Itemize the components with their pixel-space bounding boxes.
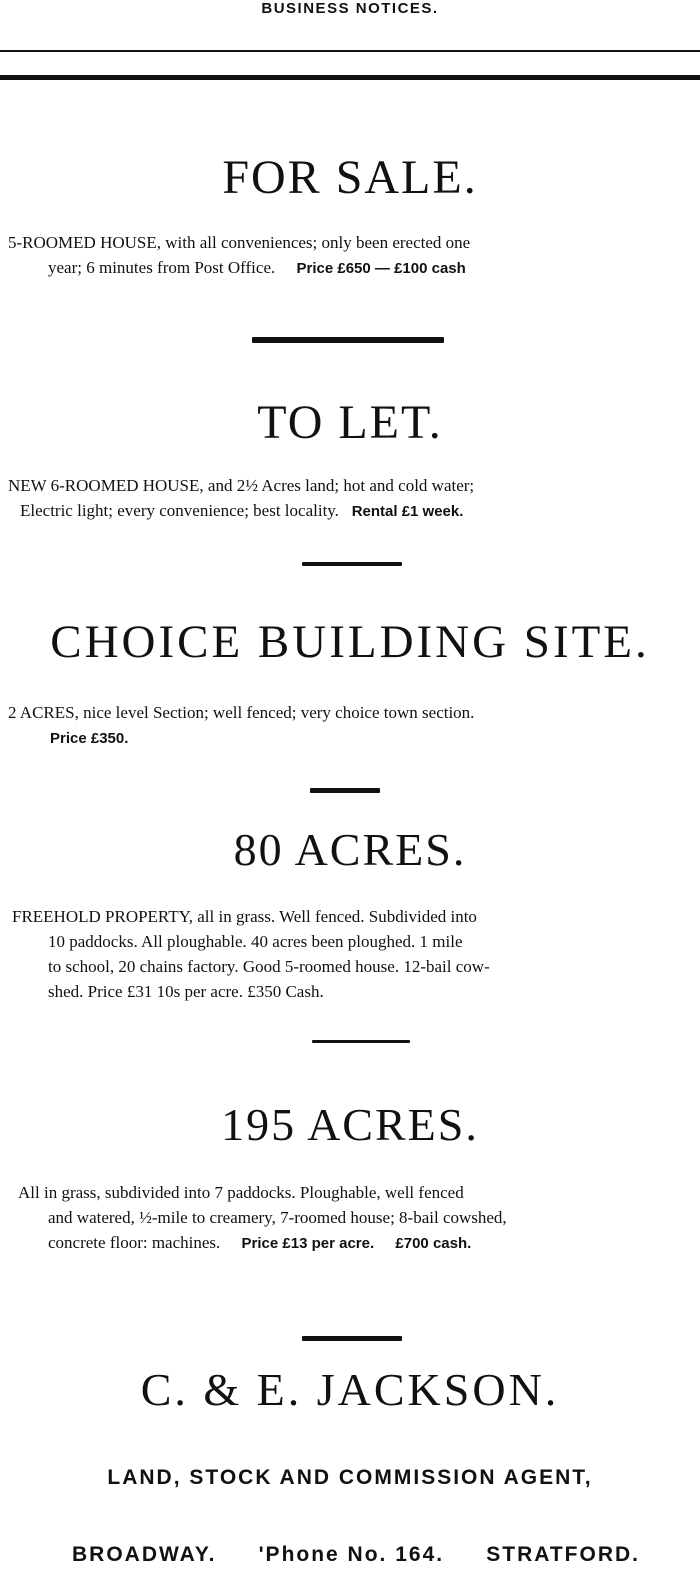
one-ninety-five-acres-line-3: concrete floor: machines. [48,1233,221,1252]
for-sale-body [8,230,692,281]
one-ninety-five-acres-body [8,1180,692,1256]
for-sale-price: Price £650 — £100 cash [296,260,466,277]
to-let-price: Rental £1 week. [351,503,464,520]
to-let-title: TO LET. [257,396,443,449]
eighty-acres-body [8,904,692,1004]
section-divider [310,788,380,793]
agent-occupation: LAND, STOCK AND COMMISSION AGENT, [107,1466,593,1489]
eighty-acres-title: 80 ACRES. [233,824,467,875]
eighty-acres-line-3: to school, 20 chains factory. Good 5-roomed house. 12-bail cow- [48,957,490,976]
building-site-title: CHOICE BUILDING SITE. [50,616,650,668]
for-sale-title: FOR SALE. [222,151,478,204]
address-left: BROADWAY. [72,1543,217,1566]
page-header: BUSINESS NOTICES. [261,0,439,17]
to-let-line-1: NEW 6-ROOMED HOUSE, and 2½ Acres land; hot and cold water; [8,476,475,495]
for-sale-line-2-row [8,255,692,281]
to-let-line-2: Electric light; every convenience; best locality. [20,501,339,520]
header-rule-thick [0,75,700,80]
for-sale-line-1: 5-ROOMED HOUSE, with all conveniences; only been erected one [8,233,471,252]
one-ninety-five-acres-line-3-row [8,1230,692,1256]
eighty-acres-line-4: shed. Price £31 10s per acre. £350 Cash. [48,982,324,1001]
address-right: STRATFORD. [486,1543,640,1566]
for-sale-line-2: year; 6 minutes from Post Office. [48,258,276,277]
one-ninety-five-acres-cash: £700 cash. [395,1235,472,1252]
header-rule-thin [0,50,700,52]
building-site-line-1: 2 ACRES, nice level Section; well fenced; very choice town section. [8,703,475,722]
eighty-acres-line-1: FREEHOLD PROPERTY, all in grass. Well fenced. Subdivided into [12,907,477,926]
to-let-body [8,473,692,524]
section-divider [302,562,402,566]
building-site-body [8,700,692,751]
one-ninety-five-acres-price: Price £13 per acre. [241,1235,375,1252]
section-divider [252,337,444,343]
building-site-price-row [8,725,692,751]
one-ninety-five-acres-line-1: All in grass, subdivided into 7 paddocks. Ploughable, well fenced [18,1183,464,1202]
one-ninety-five-acres-title: 195 ACRES. [221,1099,479,1150]
to-let-line-2-row [8,498,692,524]
agent-address-row [0,1543,700,1567]
agent-name: C. & E. JACKSON. [140,1364,560,1415]
section-divider [312,1040,410,1043]
building-site-price: Price £350. [50,730,129,747]
eighty-acres-line-2: 10 paddocks. All ploughable. 40 acres been ploughed. 1 mile [48,932,463,951]
phone-number: 'Phone No. 164. [258,1543,445,1566]
section-divider [302,1336,402,1341]
one-ninety-five-acres-line-2: and watered, ½-mile to creamery, 7-roomed house; 8-bail cowshed, [48,1208,507,1227]
